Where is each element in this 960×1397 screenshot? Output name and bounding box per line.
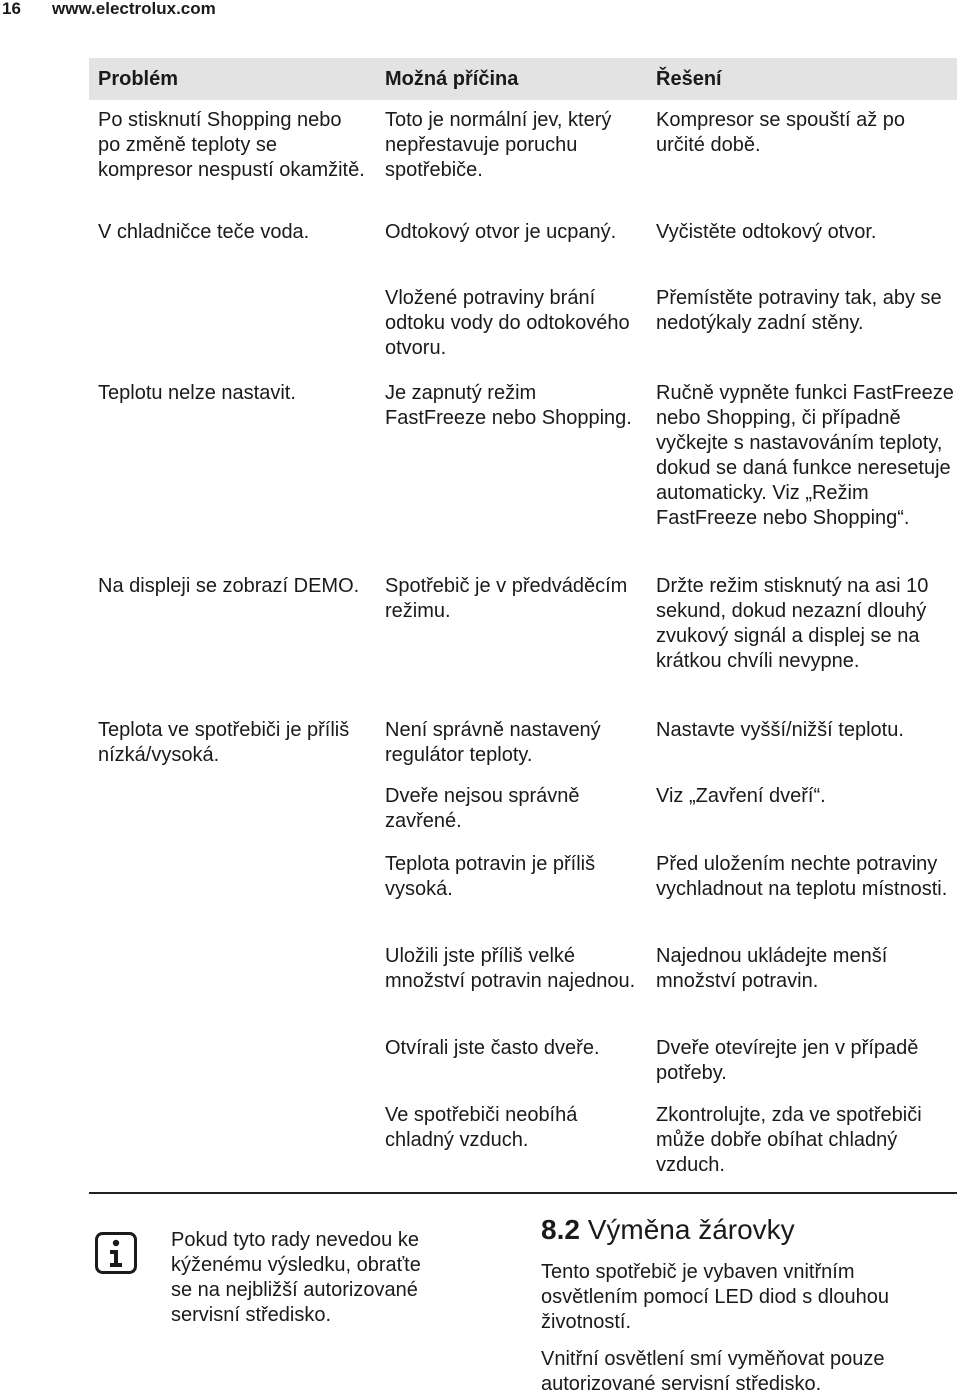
section-paragraph: Tento spotřebič je vybaven vnitřním osvětlením pomocí LED diod s dlouhou životností. xyxy=(541,1261,889,1333)
problem-cell: Po stisknutí Shopping nebo po změně teploty se kompresor nespustí okamžitě. xyxy=(98,109,365,181)
cause-cell: Vložené potraviny brání odtoku vody do odtokového otvoru. xyxy=(385,287,630,359)
section-title xyxy=(541,1214,951,1246)
table-header xyxy=(89,58,957,100)
header-cause: Možná příčina xyxy=(385,68,519,90)
solution-cell: Najednou ukládejte menší množství potravin. xyxy=(656,945,888,992)
table-row xyxy=(89,100,957,212)
cause-cell: Otvírali jste často dveře. xyxy=(385,1037,600,1059)
problem-cell: Teplota ve spotřebiči je příliš nízká/vysoká. xyxy=(98,719,350,766)
cause-cell: Toto je normální jev, který nepřestavuje poruchu spotřebiče. xyxy=(385,109,612,181)
section-title-text: Výměna žárovky xyxy=(587,1214,795,1245)
solution-cell: Přemístěte potraviny tak, aby se nedotýkaly zadní stěny. xyxy=(656,287,942,334)
troubleshooting-table xyxy=(89,58,957,1190)
table-row xyxy=(89,710,957,776)
cause-cell: Dveře nejsou správně zavřené. xyxy=(385,785,580,832)
solution-cell: Ručně vypněte funkci FastFreeze nebo Shopping, či případně vyčkejte s nastavováním teploty, dokud se daná funkce neresetuje automaticky. Viz „Režim FastFreeze nebo Shopping“. xyxy=(656,382,954,529)
solution-cell: Držte režim stisknutý na asi 10 sekund, dokud nezazní dlouhý zvukový signál a displej se na krátkou chvíli nevypne. xyxy=(656,575,929,672)
cause-cell: Uložili jste příliš velké množství potravin najednou. xyxy=(385,945,636,992)
table-row xyxy=(89,1028,957,1095)
cause-cell: Teplota potravin je příliš vysoká. xyxy=(385,853,596,900)
solution-cell: Dveře otevírejte jen v případě potřeby. xyxy=(656,1037,919,1084)
problem-cell: Na displeji se zobrazí DEMO. xyxy=(98,575,360,597)
solution-cell: Zkontrolujte, zda ve spotřebiči může dobře obíhat chladný vzduch. xyxy=(656,1104,922,1176)
header-solution: Řešení xyxy=(656,68,722,90)
cause-cell: Odtokový otvor je ucpaný. xyxy=(385,221,617,243)
table-row xyxy=(89,1095,957,1190)
solution-cell: Nastavte vyšší/nižší teplotu. xyxy=(656,719,904,741)
table-row xyxy=(89,212,957,278)
table-row xyxy=(89,373,957,566)
cause-cell: Spotřebič je v předváděcím režimu. xyxy=(385,575,628,622)
table-row xyxy=(89,278,957,373)
info-note-text: Pokud tyto rady nevedou ke kýženému výsledku, obraťte se na nejbližší autorizované servisní středisko. xyxy=(171,1229,421,1326)
solution-cell: Vyčistěte odtokový otvor. xyxy=(656,221,877,243)
site-url: www.electrolux.com xyxy=(52,0,216,18)
solution-cell: Kompresor se spouští až po určité době. xyxy=(656,109,906,156)
cause-cell: Je zapnutý režim FastFreeze nebo Shopping. xyxy=(385,382,632,429)
table-row xyxy=(89,566,957,710)
header-problem: Problém xyxy=(98,68,179,90)
table-row xyxy=(89,844,957,936)
problem-cell: V chladničce teče voda. xyxy=(98,221,310,243)
table-row xyxy=(89,776,957,844)
info-icon xyxy=(95,1232,137,1274)
section-number: 8.2 xyxy=(541,1214,580,1245)
section-bulb-replacement xyxy=(541,1214,951,1397)
table-row xyxy=(89,936,957,1028)
solution-cell: Před uložením nechte potraviny vychladnout na teplotu místnosti. xyxy=(656,853,948,900)
section-paragraph: Vnitřní osvětlení smí vyměňovat pouze autorizované servisní středisko. xyxy=(541,1348,885,1395)
page-number: 16 xyxy=(2,0,21,18)
cause-cell: Není správně nastavený regulátor teploty. xyxy=(385,719,601,766)
table-bottom-rule xyxy=(89,1192,957,1194)
problem-cell: Teplotu nelze nastavit. xyxy=(98,382,296,404)
cause-cell: Ve spotřebiči neobíhá chladný vzduch. xyxy=(385,1104,578,1151)
solution-cell: Viz „Zavření dveří“. xyxy=(656,785,826,807)
